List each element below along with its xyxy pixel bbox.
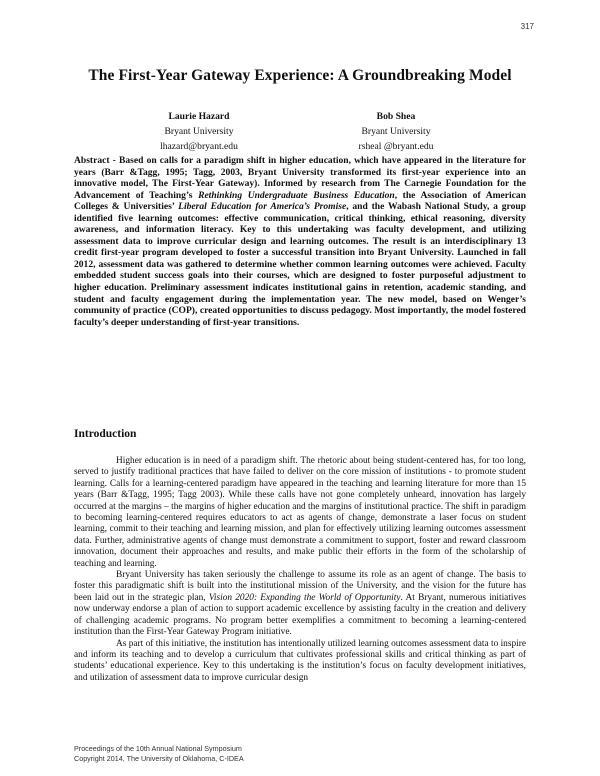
abstract-text: , the Association of American Colleges & Universities’	[74, 189, 527, 213]
plan-title: Vision 2020: Expanding the World of Opportunity	[208, 592, 401, 603]
section-heading-introduction: Introduction	[74, 428, 137, 440]
author-name: Bob Shea	[376, 111, 416, 122]
paper-title: The First-Year Gateway Experience: A Groundbreaking Model	[88, 67, 512, 84]
author-block-1	[109, 109, 289, 154]
author-email: lhazard@bryant.edu	[160, 141, 238, 152]
author-name: Laurie Hazard	[168, 111, 230, 122]
paragraph: As part of this initiative, the institution has intentionally utilized learning outcomes assessment data to inspire and inform its teaching and to develop a curriculum that cultivates professional skills and critical thinking as part of students’ educational experience. Key to this undertaking is the institution’s focus on faculty development initiatives, and utilization of assessment data to improve curricular design	[74, 638, 527, 683]
footer-copyright: Copyright 2014, The University of Oklahoma, C-IDEA	[74, 753, 244, 763]
abstract-citation-title: Rethinking Undergraduate Business Education	[198, 189, 395, 201]
paragraph	[74, 570, 526, 638]
abstract-text: , and the Wabash National Study, a group identified five learning outcomes: effective communication, critical thinking, ethical reasoning, diversity awareness, and information literacy. Key to this undertaking was faculty development, and utilizing assessment data to improve curricular design and learning outcomes. The result is an interdisciplinary 13 credit first-year program developed to foster a successful transition into Bryant University. Launched in fall 2012, assessment data was gathered to determine whether common learning outcomes were achieved. Faculty embedded student success goals into their courses, which are designed to foster purposeful adjustment to higher education. Preliminary assessment indicates institutional gains in retention, academic standing, and student and faculty engagement during the implementation year. The new model, based on Wenger’s community of practice (COP), created opportunities to discuss pedagogy. Most importantly, the model fostered faculty’s deeper understanding of first-year transitions.	[74, 201, 526, 328]
page-number: 317	[520, 22, 534, 31]
author-affiliation: Bryant University	[361, 126, 431, 137]
introduction-body	[74, 456, 526, 684]
abstract	[74, 155, 526, 328]
footer	[74, 744, 244, 763]
abstract-text: Abstract - Based on calls for a paradigm shift in higher education, which have appeared in the literature for years (Barr &Tagg, 1995; Tagg, 2003, Bryant University transformed its first-year experience into an innovative model, The First-Year Gateway). Informed by research from The Carnegie Foundation for the Advancement of Teaching’s	[74, 155, 526, 201]
paragraph: Higher education is in need of a paradigm shift. The rhetoric about being student-centered has, for too long, served to justify traditional practices that have failed to deliver on the core mission of institutions - to promote student learning. Calls for a learning-centered paradigm have appeared in the teaching and learning literature for more than 15 years (Barr &Tagg, 1995; Tagg 2003). While these calls have not gone completely unheard, innovation has largely occurred at the margins – the margins of higher education and the margins of institutional practice. The shift in paradigm to becoming learning-centered requires educators to act as agents of change, demonstrate a laser focus on student learning, commit to their teaching and learning mission, and plan for effectively utilizing learning outcomes assessment data. Further, administrative agents of change must demonstrate a commitment to support, foster and reward classroom innovation, document their approaches and results, and make public their efforts in the form of the scholarship of teaching and learning.	[74, 456, 526, 569]
footer-proceedings: Proceedings of the 10th Annual National Symposium	[74, 744, 242, 753]
author-block-2	[306, 109, 486, 154]
author-affiliation: Bryant University	[164, 126, 234, 137]
author-email: rsheal @bryant.edu	[358, 141, 434, 152]
paragraph-text: . At Bryant, numerous initiatives now underway endorse a plan of action to support academic excellence by assisting faculty in the creation and delivery of challenging academic programs. No program better exemplifies a commitment to becoming a learning-centered institution than the First-Year Gateway Program initiative.	[74, 592, 526, 638]
paragraph-text: Bryant University has taken seriously the challenge to assume its role as an agent of change. The basis to foster this paradigmatic shift is built into the institutional mission of the University, and the vision for the future has been laid out in the strategic plan,	[74, 570, 526, 603]
abstract-citation-title: Liberal Education for America’s Promise	[178, 201, 347, 213]
